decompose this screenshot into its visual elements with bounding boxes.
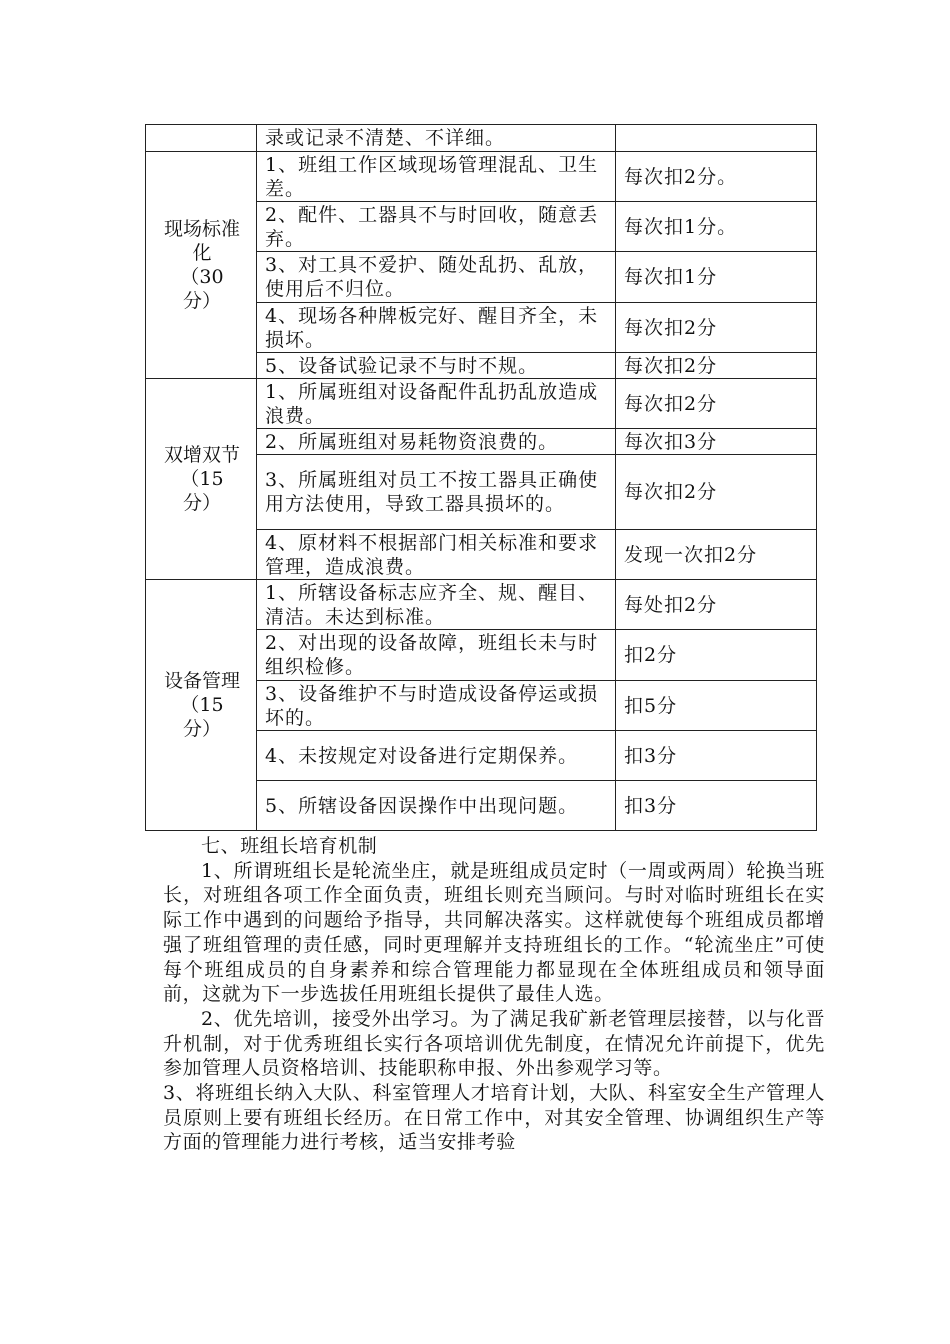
category-cell-site-standardization: 现场标准 化 （30 分） xyxy=(146,152,257,379)
penalty-cell: 每次扣3分 xyxy=(616,429,817,455)
scoring-table xyxy=(145,124,817,831)
penalty-cell: 扣5分 xyxy=(616,681,817,731)
table-row xyxy=(146,125,817,152)
criterion-cell: 3、对工具不爱护、随处乱扔、乱放，使用后不归位。 xyxy=(257,252,616,303)
penalty-cell: 每次扣1分 xyxy=(616,252,817,303)
penalty-cell: 发现一次扣2分 xyxy=(616,530,817,580)
criterion-cell: 1、所属班组对设备配件乱扔乱放造成浪费。 xyxy=(257,379,616,429)
criterion-cell: 4、原材料不根据部门相关标准和要求管理，造成浪费。 xyxy=(257,530,616,580)
category-cell-double-increase-double-saving: 双增双节 （15 分） xyxy=(146,379,257,580)
penalty-cell: 每次扣2分 xyxy=(616,353,817,379)
criterion-cell: 2、所属班组对易耗物资浪费的。 xyxy=(257,429,616,455)
penalty-cell: 每次扣2分 xyxy=(616,303,817,353)
penalty-cell: 每次扣2分 xyxy=(616,455,817,530)
penalty-cell: 每次扣2分。 xyxy=(616,152,817,202)
paragraph-talent-plan: 3、将班组长纳入大队、科室管理人才培育计划，大队、科室安全生产管理人员原则上要有班组长经历。在日常工作中，对其安全管理、协调组织生产等方面的管理能力进行考核，适当安排考验 xyxy=(163,1082,825,1154)
penalty-cell: 每次扣1分。 xyxy=(616,202,817,252)
criterion-cell: 录或记录不清楚、不详细。 xyxy=(257,125,616,152)
paragraph-rotation: 1、所谓班组长是轮流坐庄，就是班组成员定时（一周或两周）轮换当班长，对班组各项工作全面负责，班组长则充当顾问。与时对临时班组长在实际工作中遇到的问题给予指导，共同解决落实。这样就使每个班组成员都增强了班组管理的责任感，同时更理解并支持班组长的工作。“轮流坐庄”可使每个班组成员的自身素养和综合管理能力都显现在全体班组成员和领导面前，这就为下一步选拔任用班组长提供了最佳人选。 xyxy=(163,859,825,1006)
section-heading: 七、班组长培育机制 xyxy=(201,835,378,857)
criterion-cell: 5、所辖设备因误操作中出现问题。 xyxy=(257,781,616,831)
category-cell-empty xyxy=(146,125,257,152)
penalty-cell: 每次扣2分 xyxy=(616,379,817,429)
criterion-cell: 4、现场各种牌板完好、醒目齐全，未损坏。 xyxy=(257,303,616,353)
penalty-cell: 扣2分 xyxy=(616,630,817,681)
criterion-cell: 2、配件、工器具不与时回收，随意丢弃。 xyxy=(257,202,616,252)
criterion-cell: 5、设备试验记录不与时不规。 xyxy=(257,353,616,379)
criterion-cell: 3、设备维护不与时造成设备停运或损坏的。 xyxy=(257,681,616,731)
penalty-cell: 扣3分 xyxy=(616,781,817,831)
penalty-cell: 每处扣2分 xyxy=(616,580,817,630)
penalty-cell xyxy=(616,125,817,152)
criterion-cell: 2、对出现的设备故障，班组长未与时组织检修。 xyxy=(257,630,616,681)
criterion-cell: 4、未按规定对设备进行定期保养。 xyxy=(257,731,616,781)
criterion-cell: 3、所属班组对员工不按工器具正确使用方法使用，导致工器具损坏的。 xyxy=(257,455,616,530)
training-mechanism-section xyxy=(163,834,825,1155)
criterion-cell: 1、所辖设备标志应齐全、规、醒目、清洁。未达到标准。 xyxy=(257,580,616,630)
table-row xyxy=(146,152,817,202)
category-cell-equipment-management: 设备管理 （15 分） xyxy=(146,580,257,831)
paragraph-priority-training: 2、优先培训，接受外出学习。为了满足我矿新老管理层接替，以与化晋升机制，对于优秀班组长实行各项培训优先制度，在情况允许前提下，优先参加管理人员资格培训、技能职称申报、外出参观学习等。 xyxy=(163,1007,825,1080)
table-row xyxy=(146,580,817,630)
table-row xyxy=(146,379,817,429)
penalty-cell: 扣3分 xyxy=(616,731,817,781)
criterion-cell: 1、班组工作区域现场管理混乱、卫生差。 xyxy=(257,152,616,202)
